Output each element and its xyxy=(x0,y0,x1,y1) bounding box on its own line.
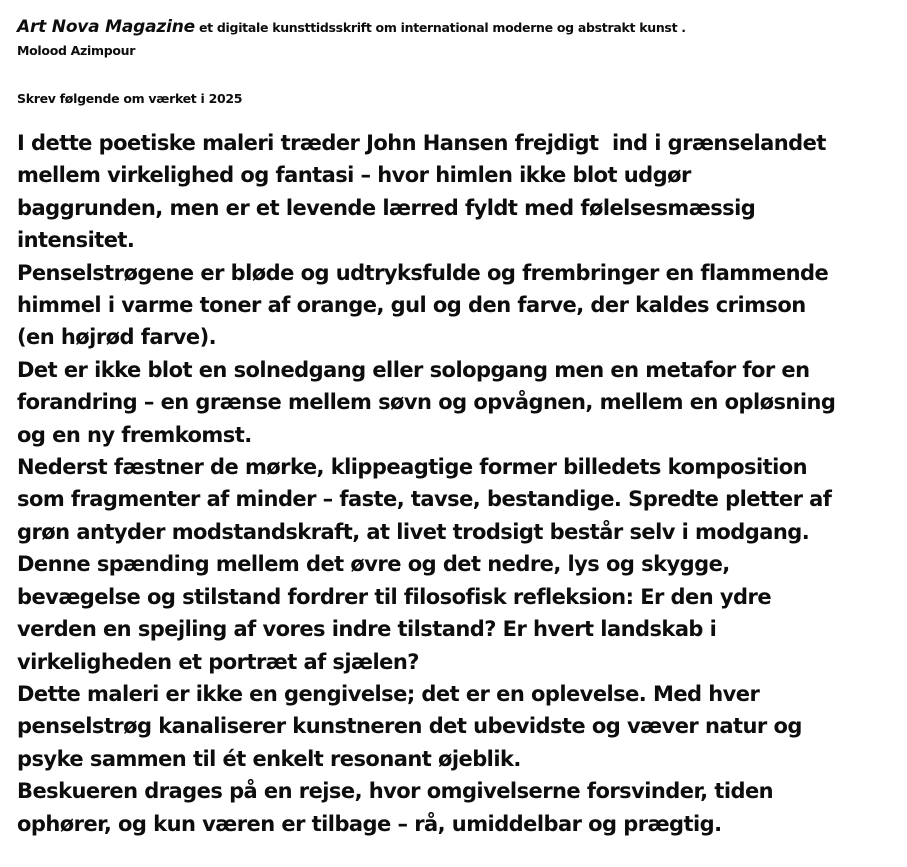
article-line: Nederst fæstner de mørke, klippeagtige former billedets komposition xyxy=(17,455,808,480)
article-line: (en højrød farve). xyxy=(17,325,217,350)
article-line: psyke sammen til ét enkelt resonant øjeblik. xyxy=(17,746,521,771)
article-line: I dette poetiske maleri træder John Hansen frejdigt ind i grænselandet xyxy=(17,131,826,155)
article-line: Det er ikke blot en solnedgang eller solopgang men en metafor for en xyxy=(17,357,810,382)
article-line: baggrunden, men er et levende lærred fyldt med følelsesmæssig xyxy=(17,195,756,220)
article-line: intensitet. xyxy=(17,228,135,253)
article-line: bevægelse og stilstand fordrer til filosofisk refleksion: Er den ydre xyxy=(17,584,772,609)
article-line: forandring – en grænse mellem søvn og opvågnen, mellem en opløsning xyxy=(17,390,836,415)
magazine-description: et digitale kunsttidsskrift om international moderne og abstrakt kunst . xyxy=(194,20,686,35)
article-line: grøn antyder modstandskraft, at livet trodsigt består selv i modgang. xyxy=(17,519,810,544)
article-line: Dette maleri er ikke en gengivelse; det er en oplevelse. Med hver xyxy=(17,681,760,706)
article-line: penselstrøg kanaliserer kunstneren det ubevidste og væver natur og xyxy=(17,714,802,739)
article-line: virkeligheden et portræt af sjælen? xyxy=(17,649,419,674)
magazine-header xyxy=(17,17,686,37)
article-line: himmel i varme toner af orange, gul og den farve, der kaldes crimson xyxy=(17,293,806,318)
article-body xyxy=(17,127,897,840)
article-line: Penselstrøgene er bløde og udtryksfulde og frembringer en flammende xyxy=(17,260,829,285)
article-line: verden en spejling af vores indre tilstand? Er hvert landskab i xyxy=(17,617,717,642)
article-line: mellem virkelighed og fantasi – hvor himlen ikke blot udgør xyxy=(17,163,691,188)
article-line: Denne spænding mellem det øvre og det nedre, lys og skygge, xyxy=(17,552,730,577)
article-line: Beskueren drages på en rejse, hvor omgivelserne forsvinder, tiden xyxy=(17,779,774,804)
article-line: som fragmenter af minder – faste, tavse, bestandige. Spredte pletter af xyxy=(17,487,832,512)
magazine-name: Art Nova Magazine xyxy=(17,17,195,37)
article-line: ophører, og kun væren er tilbage – rå, umiddelbar og prægtig. xyxy=(17,811,722,836)
author-name: Molood Azimpour xyxy=(17,43,136,58)
intro-line: Skrev følgende om værket i 2025 xyxy=(17,91,243,106)
article-line: og en ny fremkomst. xyxy=(17,422,252,447)
